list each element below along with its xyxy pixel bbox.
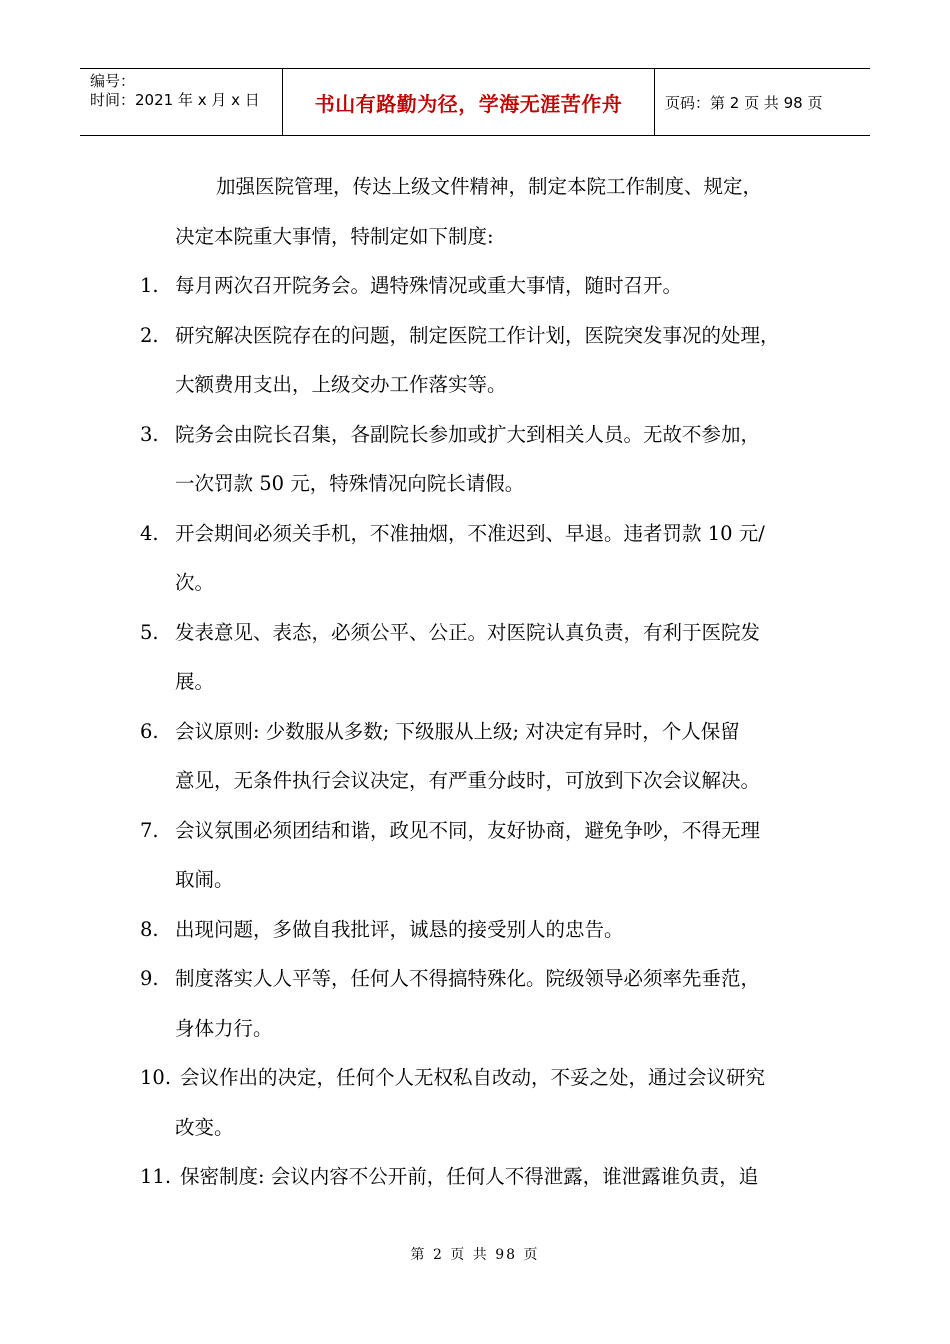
list-item-number: 2. (140, 323, 159, 347)
list-item-text: 研究解决医院存在的问题，制定医院工作计划，医院突发事况的处理， (175, 323, 780, 347)
list-item-continuation: 意见，无条件执行会议决定，有严重分歧时，可放到下次会议解决。 (175, 769, 761, 792)
list-item (140, 954, 820, 1004)
list-item-continuation: 展。 (175, 670, 215, 693)
list-item-text: 制度落实人人平等，任何人不得搞特殊化。院级领导必须率先垂范， (175, 967, 761, 990)
list-item (140, 261, 820, 311)
list-item-continuation: 改变。 (175, 1115, 234, 1139)
list-item (140, 509, 820, 559)
list-item-continuation: 一次罚款 50 元，特殊情况向院长请假。 (175, 472, 525, 495)
list-item-number: 7. (140, 818, 159, 842)
list-item-text: 会议氛围必须团结和谐，政见不同，友好协商，避免争吵，不得无理 (175, 818, 761, 842)
list-item (140, 1152, 820, 1202)
list-item-number: 9. (140, 967, 159, 990)
list-item-number: 6. (140, 719, 159, 743)
list-item (140, 311, 820, 361)
list-item-continuation: 次。 (175, 571, 215, 594)
list-item-text: 院务会由院长召集，各副院长参加或扩大到相关人员。无故不参加， (175, 422, 761, 446)
list-item-continuation: 取闹。 (175, 868, 234, 891)
list-item (140, 806, 820, 856)
list-item-text: 会议原则: 少数服从多数; 下级服从上级; 对决定有异时，个人保留 (175, 719, 740, 743)
list-item-number: 3. (140, 422, 159, 446)
list-item (140, 707, 820, 757)
list-item-number: 4. (140, 521, 159, 545)
time-label: 时间：2021 年 x 月 x 日 (90, 91, 260, 109)
list-item-text: 出现问题，多做自我批评，诚恳的接受别人的忠告。 (175, 917, 624, 941)
list-item-text: 开会期间必须关手机，不准抽烟，不准迟到、早退。违者罚款 10 元/ (175, 521, 765, 545)
list-item (140, 608, 820, 658)
list-item-continuation: 身体力行。 (175, 1016, 273, 1040)
list-item-text: 会议作出的决定，任何个人无权私自改动，不妥之处，通过会议研究 (180, 1066, 766, 1089)
list-item-text: 发表意见、表态，必须公平、公正。对医院认真负责，有利于医院发 (175, 620, 761, 644)
list-item-number: 1. (140, 274, 159, 297)
list-item (140, 410, 820, 460)
page-footer: 第 2 页 共 98 页 (410, 1247, 540, 1263)
document-header (80, 68, 870, 136)
intro-paragraph-line: 加强医院管理，传达上级文件精神，制定本院工作制度、规定， (216, 175, 763, 198)
list-item-number: 10. (140, 1066, 172, 1089)
list-item (140, 905, 820, 955)
header-meta (80, 69, 282, 135)
number-label: 编号： (90, 72, 136, 90)
document-body (140, 162, 820, 1202)
header-motto: 书山有路勤为径，学海无涯苦作舟 (282, 69, 655, 135)
list-item-text: 每月两次召开院务会。遇特殊情况或重大事情，随时召开。 (175, 274, 683, 297)
intro-paragraph-line: 决定本院重大事情，特制定如下制度: (175, 224, 494, 248)
list-item-number: 8. (140, 917, 159, 941)
list-item-number: 5. (140, 620, 159, 644)
list-item-continuation: 大额费用支出，上级交办工作落实等。 (175, 373, 507, 396)
list-item-number: 11. (140, 1165, 172, 1188)
header-page-info: 页码：第 2 页 共 98 页 (665, 93, 823, 112)
list-item-text: 保密制度: 会议内容不公开前，任何人不得泄露，谁泄露谁负责，追 (180, 1165, 759, 1188)
list-item (140, 1053, 820, 1103)
